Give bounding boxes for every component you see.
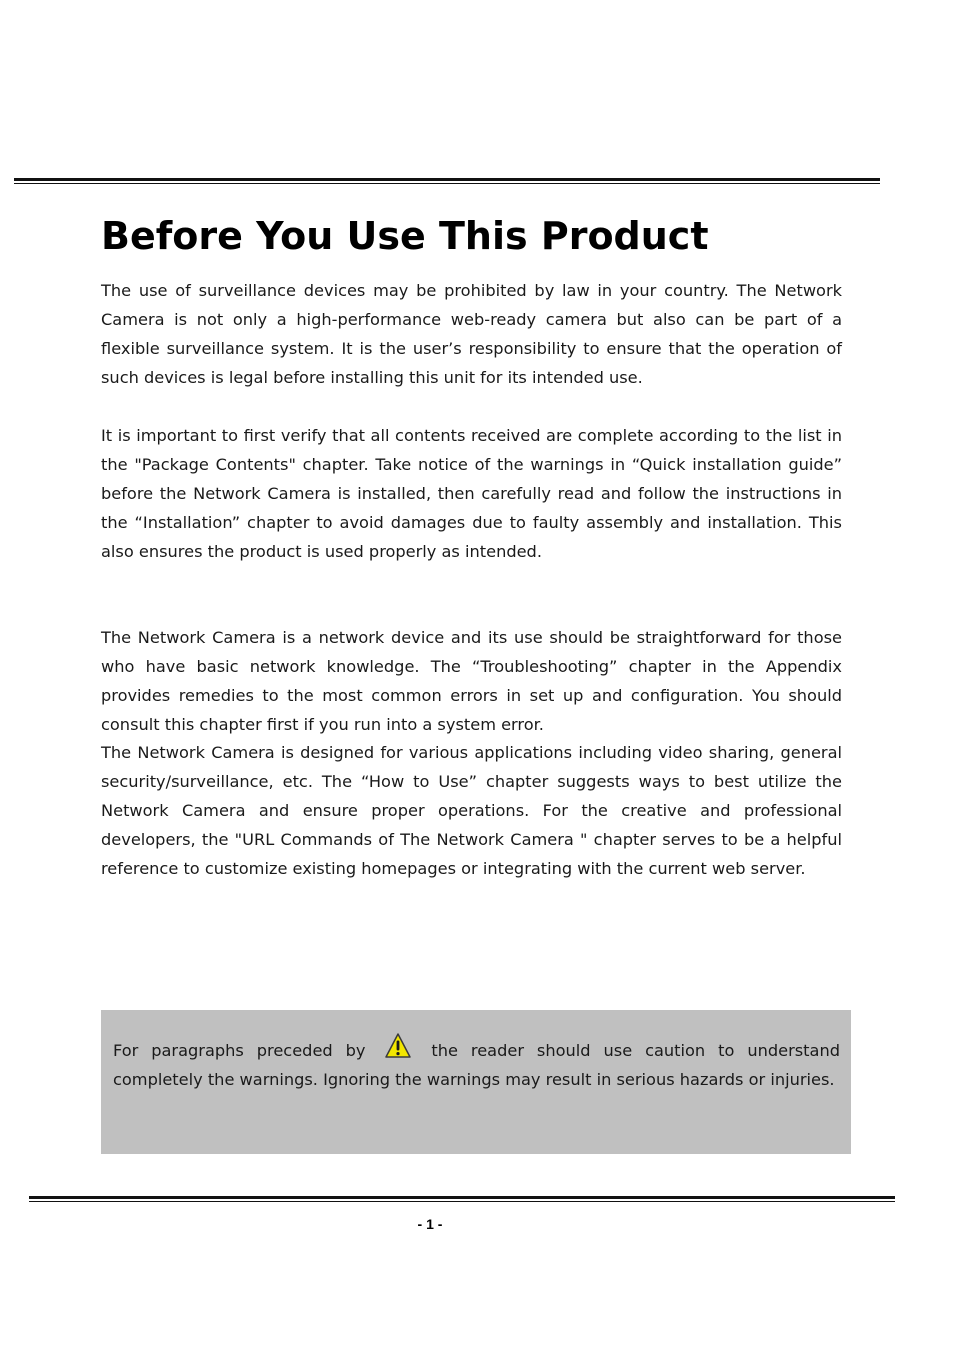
paragraph-troubleshooting: The Network Camera is a network device and its use should be straightforward for those who have basic network knowledge. The “Troubleshooting” chapter in the Appendix provides remedies to the most common errors in set up and configuration. You should consult this chapter first if you run into a system error. (101, 628, 842, 734)
page-title: Before You Use This Product (101, 214, 709, 258)
paragraph-package-contents: It is important to first verify that all contents received are complete according to the list in the "Package Contents" chapter. Take notice of the warnings in “Quick installation guide” before the Network Camera is installed, then carefully read and follow the instructions in the “Installation” chapter to avoid damages due to faulty assembly and installation. This also ensures the product is used properly as intended. (101, 426, 842, 561)
caution-notice-lead: For paragraphs preceded by (113, 1041, 366, 1060)
caution-notice-rest: the reader should use caution to understand completely the warnings. Ignoring the warnings may result in serious hazards or injuries. (113, 1041, 840, 1089)
paragraph-legal-notice: The use of surveillance devices may be prohibited by law in your country. The Network Camera is not only a high-performance web-ready camera but also can be part of a flexible surveillance system. It is the user’s responsibility to ensure that the operation of such devices is legal before installing this unit for its intended use. (101, 281, 842, 387)
caution-notice-box (101, 1010, 851, 1154)
page-number: - 1 - (417, 1216, 443, 1232)
warning-icon (384, 1032, 412, 1060)
top-rule (14, 178, 880, 184)
bottom-rule (29, 1196, 895, 1202)
paragraph-applications: The Network Camera is designed for various applications including video sharing, general security/surveillance, etc. The “How to Use” chapter suggests ways to best utilize the Network Camera and ensure proper operations. For the creative and professional developers, the "URL Commands of The Network Camera " chapter serves to be a helpful reference to customize existing homepages or integrating with the current web server. (101, 743, 842, 878)
caution-notice-text (113, 1032, 840, 1095)
